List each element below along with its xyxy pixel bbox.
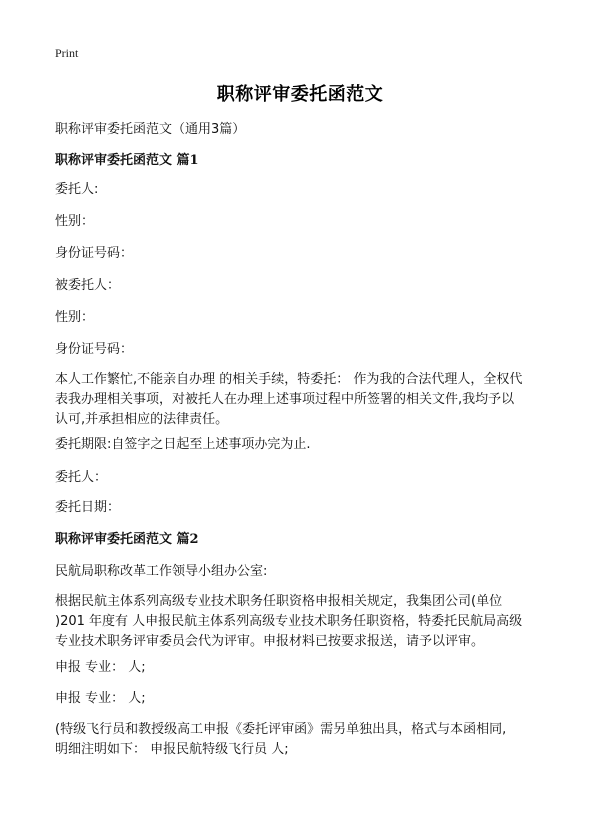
signer-field: 委托人： xyxy=(55,470,108,485)
body-line: )201 年度有 人申报民航主体系列高级专业技术职务任职资格，特委托民航局高级 xyxy=(55,614,523,629)
field-agent: 被委托人： xyxy=(55,278,121,293)
document-title: 职称评审委托函范文 xyxy=(216,84,384,105)
note-line: 明细注明如下： 申报民航特级飞行员 人; xyxy=(55,742,289,757)
body-line: 表我办理相关事项，对被托人在办理上述事项过程中所签署的相关文件,我均予以 xyxy=(55,392,515,407)
field-agent-gender: 性别： xyxy=(55,310,95,325)
document-subtitle: 职称评审委托函范文（通用3篇） xyxy=(55,122,246,137)
specialty-line-1: 申报 专业： 人; xyxy=(55,660,146,675)
body-line: 专业技术职务评审委员会代为评审。申报材料已按要求报送，请予以评审。 xyxy=(55,634,485,649)
field-agent-id-number: 身份证号码： xyxy=(55,342,134,357)
note-line: (特级飞行员和教授级高工申报《委托评审函》需另单独出具，格式与本函相同, xyxy=(55,722,507,737)
section1-body xyxy=(55,370,575,430)
field-gender: 性别： xyxy=(55,214,95,229)
field-principal: 委托人: xyxy=(55,182,99,197)
entrust-period: 委托期限:自签字之日起至上述事项办完为止. xyxy=(55,437,311,452)
section1-heading: 职称评审委托函范文 篇1 xyxy=(55,153,199,168)
body-line: 根据民航主体系列高级专业技术职务任职资格申报相关规定，我集团公司(单位 xyxy=(55,594,503,609)
specialty-line-2: 申报 专业： 人; xyxy=(55,691,146,706)
body-line: 认可,并承担相应的法律责任。 xyxy=(55,412,229,427)
date-field: 委托日期： xyxy=(55,500,121,515)
section2-body xyxy=(55,592,575,652)
section2-note xyxy=(55,720,575,760)
section2-heading: 职称评审委托函范文 篇2 xyxy=(55,532,199,547)
field-id-number: 身份证号码： xyxy=(55,246,134,261)
print-label[interactable]: Print xyxy=(55,46,79,60)
addressee: 民航局职称改革工作领导小组办公室: xyxy=(55,564,268,579)
body-line: 本人工作繁忙,不能亲自办理 的相关手续，特委托： 作为我的合法代理人，全权代 xyxy=(55,372,523,387)
